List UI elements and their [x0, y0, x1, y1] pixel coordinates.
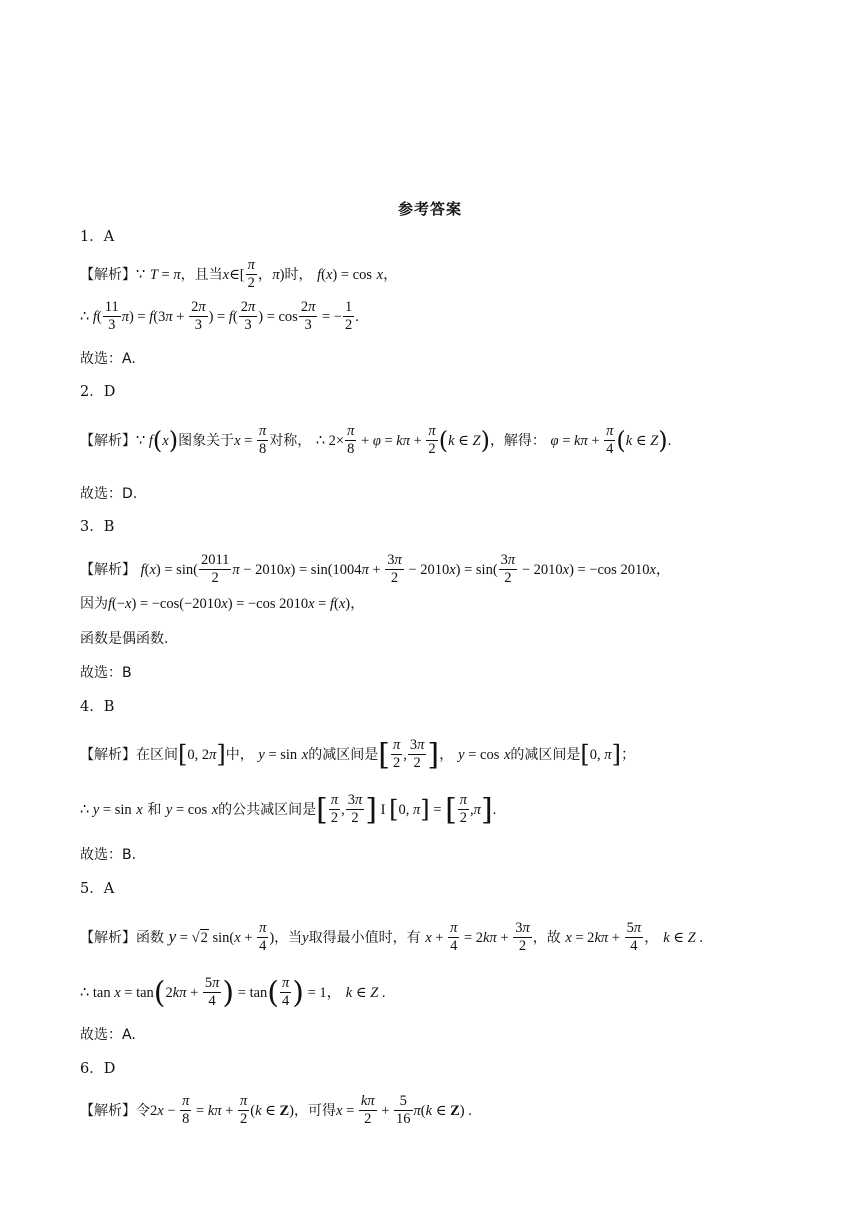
solution-4-line-1: 【解析】在区间[0, 2π]中， y = sin x的减区间是[ $\frac{\pi}{2}$ , $\frac{3\pi}{2}$ ]， y = cos x的减区间是[0, π]； [80, 737, 636, 773]
choice-5: 故选：A. [80, 1027, 136, 1043]
solution-3-line-1: 【解析】 f(x) = sin( $\frac{2011}{2}$ π − 2010x) = sin(1004π + $\frac{3\pi}{2}$ − 2010x) = sin( $\frac{3\pi}{2}$ − 2010x) = −cos 2010x， [80, 552, 671, 586]
page-title: 参考答案 [397, 200, 462, 218]
choice-3: 故选：B [80, 665, 132, 681]
choice-4: 故选：B. [80, 847, 137, 863]
choice-1: 故选：A. [80, 351, 136, 367]
solution-1-line-2: ∴ f( $\frac{11}{3}$ π) = f(3π + $\frac{2\pi}{3}$ ) = f( $\frac{2\pi}{3}$ ) = cos $\frac{2\pi}{3}$ = − $\frac{1}{2}$ . [80, 299, 359, 333]
solution-1-line-1: 【解析】∵ T = π，且当x∈[ $\frac{\pi}{2}$ ，π)时， f(x) = cos x， [80, 257, 398, 291]
solution-4-line-2: ∴ y = sin x 和 y = cos x的公共减区间是[ $\frac{\pi}{2}$ , $\frac{3\pi}{2}$ ] I [0, π] = [ $\frac{\pi}{2}$ ,π]. [80, 792, 497, 828]
solution-5-line-2: ∴ tan x = tan(2kπ + $\frac{5\pi}{4}$ ) = tan( $\frac{\pi}{4}$ ) = 1， k ∈ Z . [80, 975, 386, 1011]
solution-5-line-1: 【解析】函数 y = √2 sin(x + $\frac{\pi}{4}$ )，当y取得最小值时，有 x + $\frac{\pi}{4}$ = 2kπ + $\frac{3\pi}{2}$ ，故 x = 2kπ + $\frac{5\pi}{4}$ ， k ∈ Z . [80, 920, 703, 954]
answer-3: 3．B [80, 519, 115, 535]
answer-5: 5．A [80, 881, 115, 897]
solution-label: 【解析】 [80, 266, 136, 283]
solution-2: 【解析】∵ f(x)图象关于x = $\frac{\pi}{8}$ 对称， ∴ 2× $\frac{\pi}{8}$ + φ = kπ + $\frac{\pi}{2}$ (k ∈ Z)，解得： φ = kπ + $\frac{\pi}{4}$ (k ∈ Z). [80, 423, 672, 457]
solution-6: 【解析】令2x − $\frac{\pi}{8}$ = kπ + $\frac{\pi}{2}$ (k ∈ Z)，可得x = $\frac{k\pi}{2}$ + $\frac{5}{16}$ π(k ∈ Z) . [80, 1093, 472, 1127]
answer-2: 2．D [80, 384, 116, 400]
answer-6: 6．D [80, 1061, 116, 1077]
solution-3-line-3: 函数是偶函数. [80, 631, 169, 647]
answer-1: 1．A [80, 229, 115, 245]
answer-4: 4．B [80, 699, 115, 715]
choice-2: 故选：D. [80, 486, 138, 502]
solution-3-line-2: 因为f(−x) = −cos(−2010x) = −cos 2010x = f(x)， [80, 596, 365, 612]
